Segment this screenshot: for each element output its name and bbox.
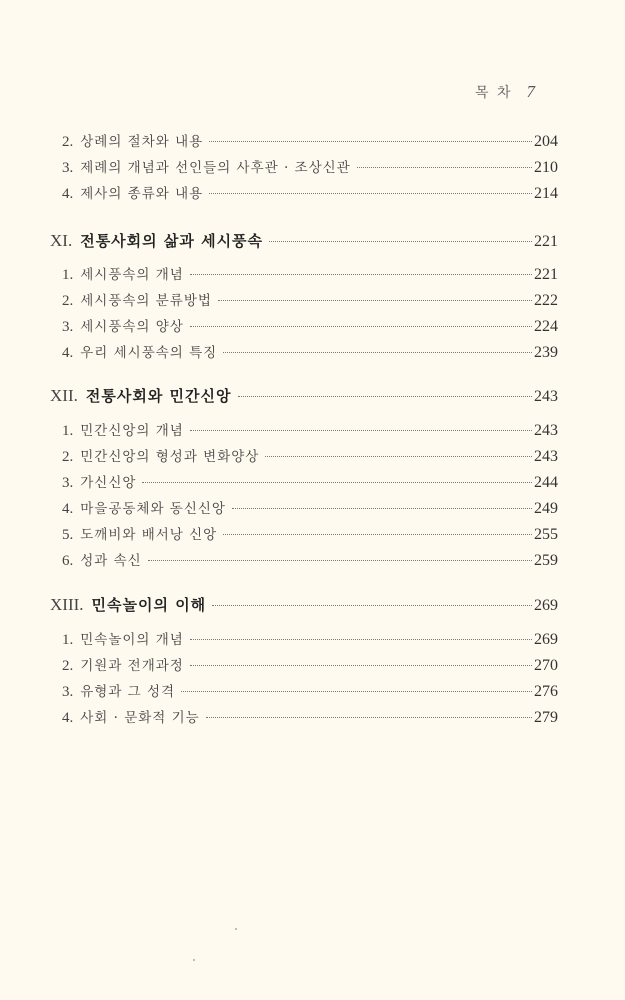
dot-leader: [148, 560, 532, 561]
toc-section-entry: [62, 680, 558, 700]
entry-page: 244: [534, 474, 558, 491]
entry-page: 243: [534, 388, 558, 405]
dot-leader: [190, 639, 532, 640]
paper-speck: [193, 959, 195, 961]
entry-number: XI.: [50, 231, 73, 250]
entry-number: 3.: [62, 319, 74, 335]
entry-number: 4.: [62, 710, 74, 726]
toc-section-entry: [62, 315, 558, 335]
entry-title: 세시풍속의 개념: [80, 267, 184, 283]
entry-title: 민간신앙의 개념: [80, 423, 184, 439]
entry-page: 210: [534, 159, 558, 176]
toc-chapter-entry: [50, 385, 558, 405]
entry-number: 3.: [62, 684, 74, 700]
dot-leader: [190, 326, 532, 327]
toc-section-entry: [62, 289, 558, 309]
toc-section-entry: [62, 182, 558, 202]
entry-page: 221: [534, 233, 558, 250]
entry-number: 3.: [62, 160, 74, 176]
entry-title: 전통사회와 민간신앙: [85, 387, 232, 405]
entry-title: 제사의 종류와 내용: [80, 186, 204, 202]
entry-title: 유형과 그 성격: [80, 684, 176, 700]
entry-title: 우리 세시풍속의 특징: [80, 345, 218, 361]
dot-leader: [190, 665, 532, 666]
entry-number: 2.: [62, 449, 74, 465]
entry-number: 1.: [62, 423, 74, 439]
entry-number: XIII.: [50, 595, 84, 614]
toc-section-entry: [62, 628, 558, 648]
entry-page: 204: [534, 133, 558, 150]
entry-page: 243: [534, 448, 558, 465]
entry-title: 기원과 전개과정: [80, 658, 184, 674]
entry-title: 민속놀이의 개념: [80, 632, 184, 648]
page-number: 7: [526, 82, 537, 101]
entry-page: 255: [534, 526, 558, 543]
entry-number: 3.: [62, 475, 74, 491]
entry-number: XII.: [50, 386, 78, 405]
entry-number: 2.: [62, 293, 74, 309]
entry-title: 세시풍속의 양상: [80, 319, 184, 335]
entry-number: 2.: [62, 134, 74, 150]
entry-title: 사회 · 문화적 기능: [80, 710, 200, 726]
toc-section-entry: [62, 263, 558, 283]
entry-number: 1.: [62, 267, 74, 283]
entry-title: 상례의 절차와 내용: [80, 134, 204, 150]
dot-leader: [232, 508, 532, 509]
entry-page: 269: [534, 631, 558, 648]
entry-page: 259: [534, 552, 558, 569]
entry-page: 243: [534, 422, 558, 439]
dot-leader: [265, 456, 532, 457]
dot-leader: [190, 274, 532, 275]
entry-page: 276: [534, 683, 558, 700]
paper-speck: [235, 928, 237, 930]
toc-section-entry: [62, 471, 558, 491]
dot-leader: [206, 717, 532, 718]
toc-section-entry: [62, 156, 558, 176]
entry-title: 민속놀이의 이해: [91, 596, 207, 614]
entry-title: 전통사회의 삶과 세시풍속: [80, 232, 264, 250]
entry-page: 249: [534, 500, 558, 517]
entry-page: 239: [534, 344, 558, 361]
running-head: [475, 82, 537, 102]
dot-leader: [181, 691, 532, 692]
toc-chapter-entry: [50, 594, 558, 614]
entry-page: 214: [534, 185, 558, 202]
entry-number: 1.: [62, 632, 74, 648]
entry-page: 270: [534, 657, 558, 674]
dot-leader: [190, 430, 532, 431]
entry-page: 222: [534, 292, 558, 309]
entry-title: 성과 속신: [80, 553, 142, 569]
entry-page: 269: [534, 597, 558, 614]
dot-leader: [218, 300, 532, 301]
entry-title: 가신신앙: [80, 475, 137, 491]
entry-page: 279: [534, 709, 558, 726]
entry-title: 도깨비와 배서낭 신앙: [80, 527, 218, 543]
dot-leader: [209, 193, 532, 194]
entry-title: 세시풍속의 분류방법: [80, 293, 212, 309]
toc-section-entry: [62, 341, 558, 361]
toc-section-entry: [62, 549, 558, 569]
dot-leader: [212, 605, 532, 606]
entry-page: 224: [534, 318, 558, 335]
toc-section-entry: [62, 523, 558, 543]
dot-leader: [357, 167, 532, 168]
entry-number: 5.: [62, 527, 74, 543]
entry-title: 민간신앙의 형성과 변화양상: [80, 449, 260, 465]
dot-leader: [142, 482, 532, 483]
toc-section-entry: [62, 445, 558, 465]
entry-number: 4.: [62, 186, 74, 202]
entry-number: 2.: [62, 658, 74, 674]
toc-chapter-entry: [50, 230, 558, 250]
toc-section-entry: [62, 130, 558, 150]
dot-leader: [209, 141, 532, 142]
dot-leader: [269, 241, 532, 242]
entry-number: 4.: [62, 345, 74, 361]
entry-number: 6.: [62, 553, 74, 569]
toc-section-entry: [62, 497, 558, 517]
entry-number: 4.: [62, 501, 74, 517]
toc-section-entry: [62, 419, 558, 439]
toc-section-entry: [62, 706, 558, 726]
dot-leader: [238, 396, 533, 397]
entry-title: 제례의 개념과 선인들의 사후관 · 조상신관: [80, 160, 351, 176]
entry-page: 221: [534, 266, 558, 283]
entry-title: 마을공동체와 동신신앙: [80, 501, 226, 517]
dot-leader: [223, 534, 532, 535]
running-head-label: 목 차: [475, 85, 513, 101]
toc-section-entry: [62, 654, 558, 674]
dot-leader: [223, 352, 532, 353]
